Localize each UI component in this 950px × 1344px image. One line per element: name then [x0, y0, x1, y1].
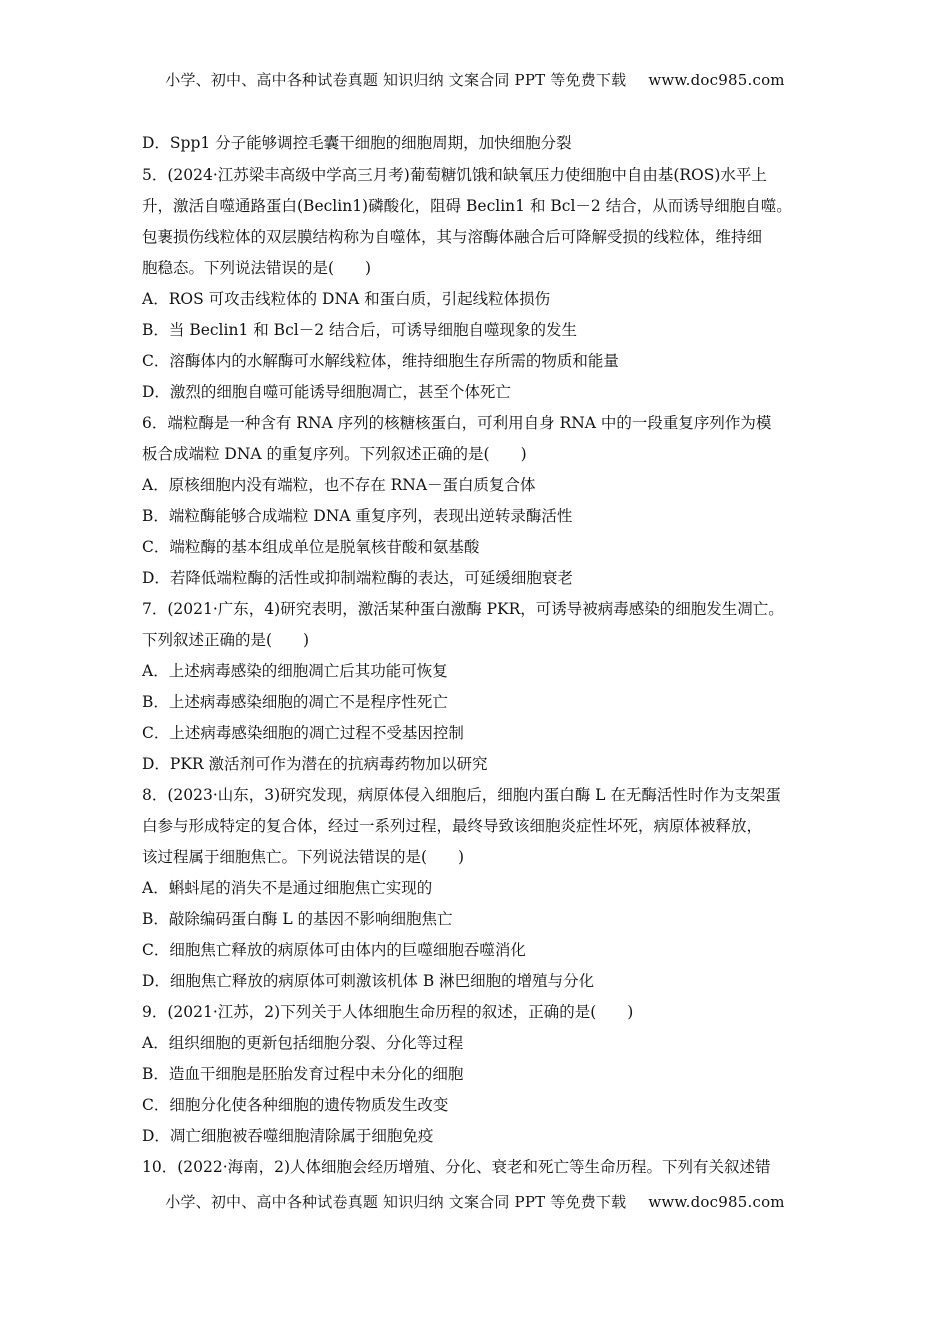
answer-option: C．端粒酶的基本组成单位是脱氧核苷酸和氨基酸	[142, 538, 480, 556]
question-text-line: 板合成端粒 DNA 的重复序列。下列叙述正确的是( )	[142, 445, 527, 463]
answer-option: C．细胞分化使各种细胞的遗传物质发生改变	[142, 1096, 449, 1114]
answer-option: B．造血干细胞是胚胎发育过程中未分化的细胞	[142, 1065, 464, 1083]
question-text-line: 胞稳态。下列说法错误的是( )	[142, 259, 372, 277]
page-footer	[0, 1191, 950, 1212]
answer-option: D．激烈的细胞自噬可能诱导细胞凋亡，甚至个体死亡	[142, 383, 511, 401]
page-header	[0, 69, 950, 90]
question-text-line: 9．(2021·江苏，2)下列关于人体细胞生命历程的叙述，正确的是( )	[142, 1003, 634, 1021]
answer-option: A．ROS 可攻击线粒体的 DNA 和蛋白质，引起线粒体损伤	[142, 290, 551, 308]
answer-option: D．凋亡细胞被吞噬细胞清除属于细胞免疫	[142, 1127, 434, 1145]
answer-option: D．Spp1 分子能够调控毛囊干细胞的细胞周期，加快细胞分裂	[142, 134, 572, 152]
answer-option: C．细胞焦亡释放的病原体可由体内的巨噬细胞吞噬消化	[142, 941, 526, 959]
header-url[interactable]: www.doc985.com	[648, 71, 785, 89]
question-text-line: 7．(2021·广东，4)研究表明，激活某种蛋白激酶 PKR，可诱导被病毒感染的细胞发生凋亡。	[142, 600, 784, 618]
answer-option: D．细胞焦亡释放的病原体可刺激该机体 B 淋巴细胞的增殖与分化	[142, 972, 595, 990]
footer-url[interactable]: www.doc985.com	[648, 1193, 785, 1211]
question-text-line: 5．(2024·江苏梁丰高级中学高三月考)葡萄糖饥饿和缺氧压力使细胞中自由基(ROS)水平上	[142, 166, 767, 184]
answer-option: D．若降低端粒酶的活性或抑制端粒酶的表达，可延缓细胞衰老	[142, 569, 573, 587]
question-text-line: 白参与形成特定的复合体，经过一系列过程，最终导致该细胞炎症性坏死，病原体被释放，	[142, 817, 763, 835]
header-text: 小学、初中、高中各种试卷真题 知识归纳 文案合同 PPT 等免费下载	[165, 71, 627, 89]
answer-option: B．上述病毒感染细胞的凋亡不是程序性死亡	[142, 693, 448, 711]
answer-option: A．上述病毒感染的细胞凋亡后其功能可恢复	[142, 662, 448, 680]
answer-option: A．组织细胞的更新包括细胞分裂、分化等过程	[142, 1034, 464, 1052]
answer-option: C．上述病毒感染细胞的凋亡过程不受基因控制	[142, 724, 464, 742]
question-text-line: 升，激活自噬通路蛋白(Beclin1)磷酸化，阻碍 Beclin1 和 Bcl－2 结合，从而诱导细胞自噬。	[142, 197, 792, 215]
answer-option: B．端粒酶能够合成端粒 DNA 重复序列，表现出逆转录酶活性	[142, 507, 573, 525]
answer-option: A．原核细胞内没有端粒，也不存在 RNA－蛋白质复合体	[142, 476, 536, 494]
question-text-line: 10．(2022·海南，2)人体细胞会经历增殖、分化、衰老和死亡等生命历程。下列有关叙述错	[142, 1158, 771, 1176]
question-text-line: 该过程属于细胞焦亡。下列说法错误的是( )	[142, 848, 465, 866]
question-text-line: 下列叙述正确的是( )	[142, 631, 310, 649]
question-text-line: 包裹损伤线粒体的双层膜结构称为自噬体，其与溶酶体融合后可降解受损的线粒体，维持细	[142, 228, 763, 246]
footer-text: 小学、初中、高中各种试卷真题 知识归纳 文案合同 PPT 等免费下载	[165, 1193, 627, 1211]
answer-option: D．PKR 激活剂可作为潜在的抗病毒药物加以研究	[142, 755, 488, 773]
question-text-line: 8．(2023·山东，3)研究发现，病原体侵入细胞后，细胞内蛋白酶 L 在无酶活性时作为支架蛋	[142, 786, 781, 804]
answer-option: C．溶酶体内的水解酶可水解线粒体，维持细胞生存所需的物质和能量	[142, 352, 619, 370]
answer-option: B．敲除编码蛋白酶 L 的基因不影响细胞焦亡	[142, 910, 453, 928]
answer-option: B．当 Beclin1 和 Bcl－2 结合后，可诱导细胞自噬现象的发生	[142, 321, 577, 339]
question-text-line: 6．端粒酶是一种含有 RNA 序列的核糖核蛋白，可利用自身 RNA 中的一段重复序列作为模	[142, 414, 772, 432]
answer-option: A．蝌蚪尾的消失不是通过细胞焦亡实现的	[142, 879, 433, 897]
